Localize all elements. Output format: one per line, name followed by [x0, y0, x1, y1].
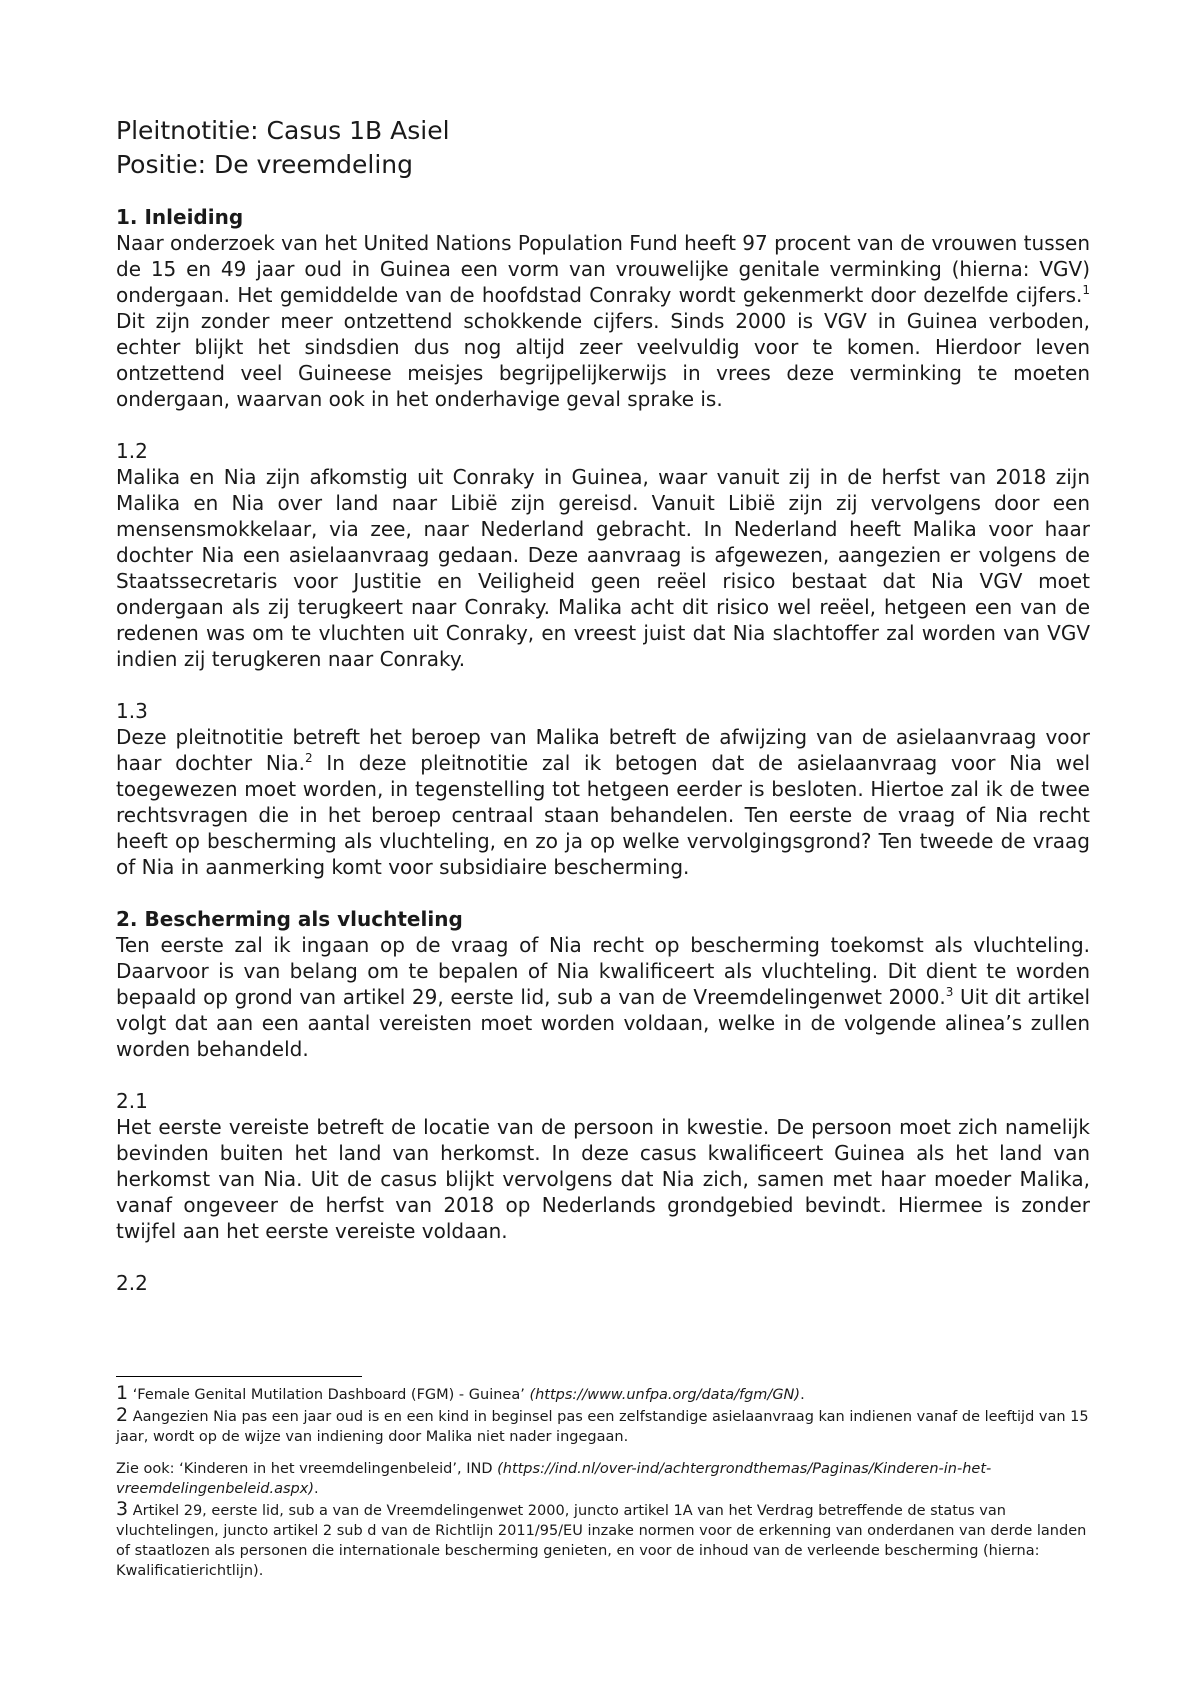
title-line-1: Pleitnotitie: Casus 1B Asiel — [116, 116, 450, 145]
paragraph-text: Uit dit artikel volgt dat aan een aantal vereisten moet worden voldaan, welke in de volgende alinea’s zullen worden behandeld. — [116, 985, 1090, 1061]
section-heading-2-2: 2.2 — [116, 1271, 148, 1295]
paragraph-text: Deze pleitnotitie betreft het beroep van Malika betreft de afwijzing van de asielaanvraag voor haar dochter Nia. — [116, 725, 1090, 775]
footnote-mark: 3 — [116, 1498, 129, 1520]
footnote-2 — [116, 1405, 1090, 1447]
footnote-reference[interactable]: 2 — [305, 751, 313, 765]
footnote-punctuation: . — [314, 1481, 319, 1497]
section-heading-1-3: 1.3 — [116, 699, 148, 723]
footnote-punctuation: . — [800, 1387, 805, 1403]
footnote-text: Artikel 29, eerste lid, sub a van de Vreemdelingenwet 2000, juncto artikel 1A van het Verdrag betreffende de status van vluchtelingen, juncto artikel 2 sub d van de Richtlijn 2011/95/EU inzake normen voor de erkenning van onderdanen van derde landen of staatlozen als personen die internationale bescherming genieten, en voor de inhoud van de verleende bescherming (hierna: Kwalificatierichtlijn). — [116, 1503, 1087, 1579]
footnote-text: Zie ook: ‘Kinderen in het vreemdelingenbeleid’, IND — [116, 1461, 498, 1477]
footnote-text: ‘Female Genital Mutilation Dashboard (FGM) - Guinea’ — [128, 1387, 530, 1403]
footnote-mark: 1 — [116, 1382, 129, 1404]
section-heading-bescherming: 2. Bescherming als vluchteling — [116, 907, 463, 931]
footnote-link[interactable]: (https://ind.nl/over-ind/achtergrondthemas/Paginas/Kinderen-in-het-vreemdelingenbeleid.aspx) — [116, 1461, 992, 1497]
footnote-text: Aangezien Nia pas een jaar oud is en een kind in beginsel pas een zelfstandige asielaanvraag kan indienen vanaf de leeftijd van 15 jaar, wordt op de wijze van indiening door Malika niet nader ingegaan. — [116, 1409, 1089, 1445]
footnote-3 — [116, 1499, 1090, 1581]
paragraph-text: In deze pleitnotitie zal ik betogen dat de asielaanvraag voor Nia wel toegewezen moet worden, in tegenstelling tot hetgeen eerder is besloten. Hiertoe zal ik de twee rechtsvragen die in het beroep centraal staan behandelen. Ten eerste de vraag of Nia recht heeft op bescherming als vluchteling, en zo ja op welke vervolgingsgrond? Ten tweede de vraag of Nia in aanmerking komt voor subsidiaire bescherming. — [116, 751, 1091, 879]
footnotes-area — [116, 1376, 1090, 1581]
paragraph-bescherming — [116, 932, 1090, 1062]
paragraph-text: Dit zijn zonder meer ontzettend schokkende cijfers. Sinds 2000 is VGV in Guinea verboden, echter blijkt het sindsdien dus nog altijd zeer veelvuldig voor te komen. Hierdoor leven ontzettend veel Guineese meisjes begrijpelijkerwijs in vrees deze verminking te moeten ondergaan, waarvan ook in het onderhavige geval sprake is. — [116, 309, 1090, 411]
footnote-reference[interactable]: 1 — [1082, 283, 1090, 297]
footnote-mark: 2 — [116, 1404, 129, 1426]
footnote-2-see-also — [116, 1459, 1090, 1499]
document-body — [116, 114, 1090, 1296]
section-heading-inleiding: 1. Inleiding — [116, 205, 244, 229]
section-heading-1-2: 1.2 — [116, 439, 148, 463]
section-heading-2-1: 2.1 — [116, 1089, 148, 1113]
title-line-2: Positie: De vreemdeling — [116, 150, 414, 179]
paragraph-1-2: Malika en Nia zijn afkomstig uit Conraky in Guinea, waar vanuit zij in de herfst van 2018 zijn Malika en Nia over land naar Libië zijn gereisd. Vanuit Libië zijn zij vervolgens door een mensensmokkelaar, via zee, naar Nederland gebracht. In Nederland heeft Malika voor haar dochter Nia een asielaanvraag gedaan. Deze aanvraag is afgewezen, aangezien er volgens de Staatssecretaris voor Justitie en Veiligheid geen reëel risico bestaat dat Nia VGV moet ondergaan als zij terugkeert naar Conraky. Malika acht dit risico wel reëel, hetgeen een van de redenen was om te vluchten uit Conraky, en vreest juist dat Nia slachtoffer zal worden van VGV indien zij terugkeren naar Conraky. — [116, 465, 1090, 671]
paragraph-inleiding — [116, 230, 1090, 412]
footnote-1 — [116, 1383, 1090, 1405]
paragraph-1-3 — [116, 724, 1090, 880]
paragraph-text: Ten eerste zal ik ingaan op de vraag of Nia recht op bescherming toekomst als vluchteling. Daarvoor is van belang om te bepalen of Nia kwalificeert als vluchteling. Dit dient te worden bepaald op grond van artikel 29, eerste lid, sub a van de Vreemdelingenwet 2000. — [116, 933, 1090, 1009]
paragraph-text: Naar onderzoek van het United Nations Population Fund heeft 97 procent van de vrouwen tussen de 15 en 49 jaar oud in Guinea een vorm van vrouwelijke genitale verminking (hierna: VGV) ondergaan. Het gemiddelde van de hoofdstad Conraky wordt gekenmerkt door dezelfde cijfers. — [116, 231, 1091, 307]
footnote-link[interactable]: (https://www.unfpa.org/data/fgm/GN) — [529, 1387, 801, 1403]
paragraph-2-1: Het eerste vereiste betreft de locatie van de persoon in kwestie. De persoon moet zich namelijk bevinden buiten het land van herkomst. In deze casus kwalificeert Guinea als het land van herkomst van Nia. Uit de casus blijkt vervolgens dat Nia zich, samen met haar moeder Malika, vanaf ongeveer de herfst van 2018 op Nederlands grondgebied bevindt. Hiermee is zonder twijfel aan het eerste vereiste voldaan. — [116, 1115, 1090, 1243]
footnote-reference[interactable]: 3 — [945, 985, 954, 999]
document-title — [116, 114, 1090, 182]
footnote-separator — [116, 1376, 362, 1377]
